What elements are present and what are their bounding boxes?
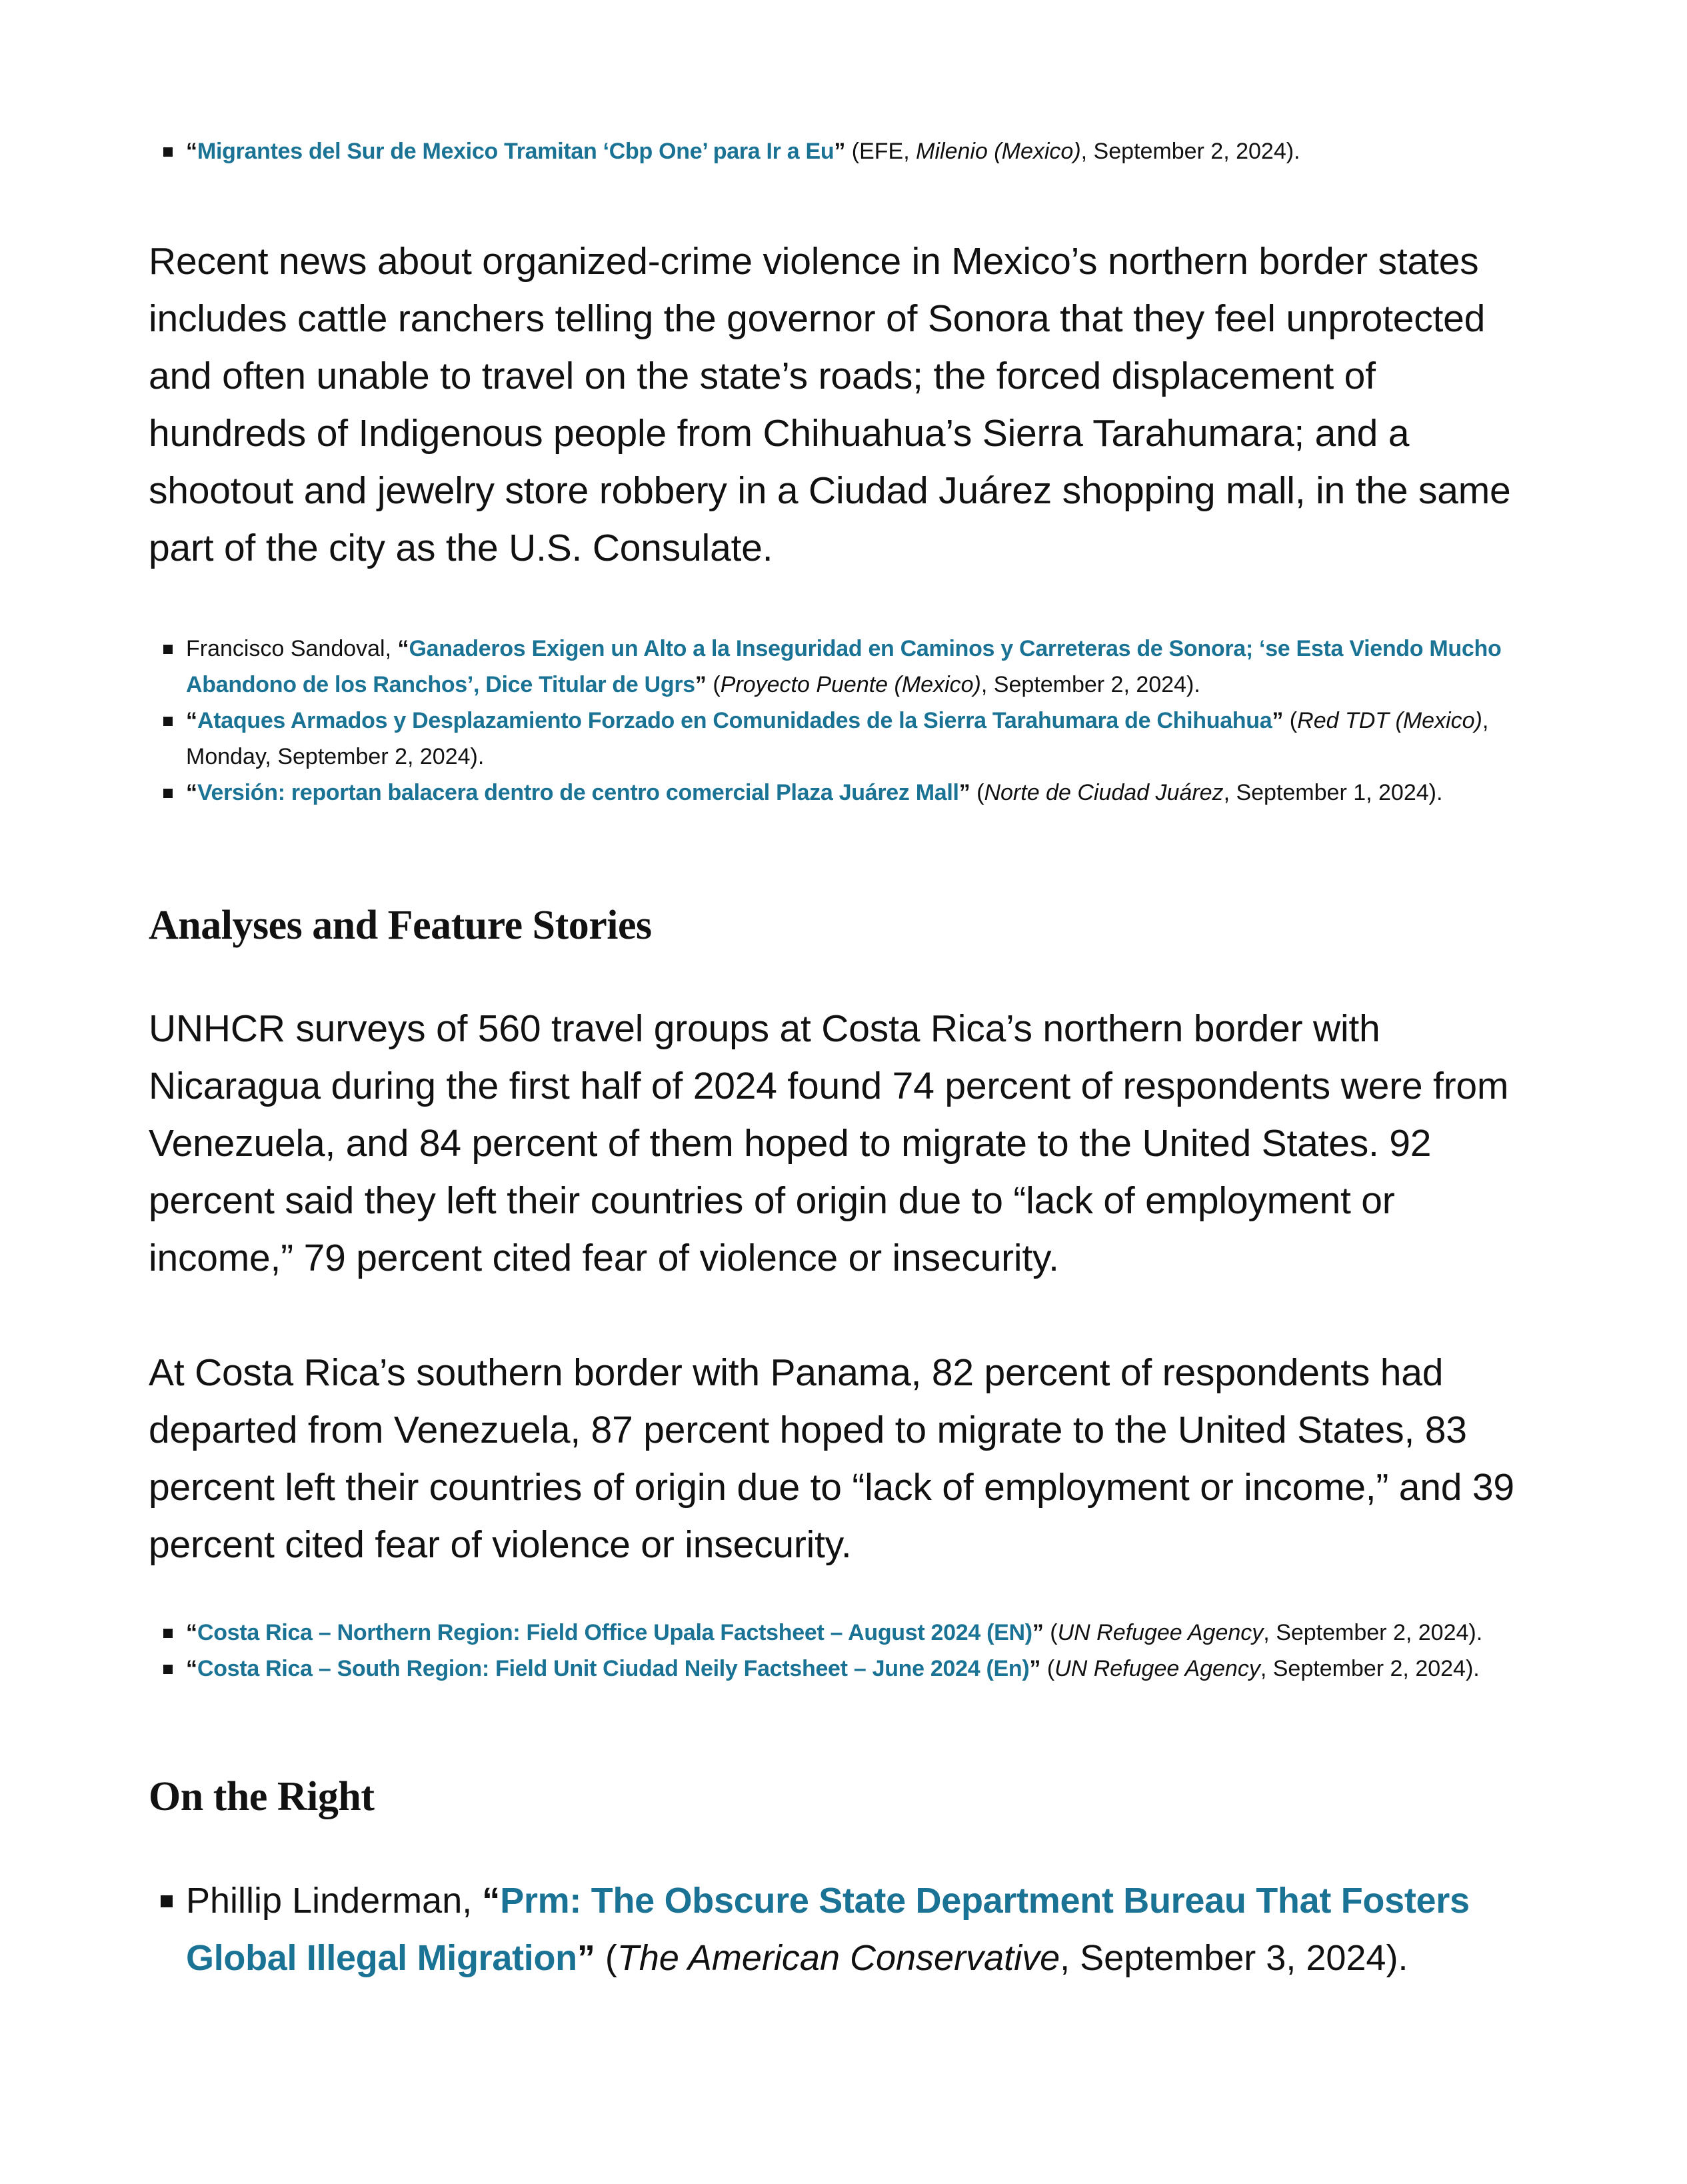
reference-list: [149, 133, 1535, 169]
reference-publication: Milenio (Mexico): [916, 139, 1081, 164]
reference-author: Phillip Linderman,: [186, 1881, 483, 1921]
reference-publication: UN Refugee Agency: [1054, 1656, 1260, 1681]
paragraph-unhcr-north: [149, 1000, 1535, 1287]
paragraph-organized-crime: [149, 233, 1535, 577]
close-quote: ”: [695, 672, 707, 697]
reference-item: [149, 775, 1535, 811]
close-quote: ”: [958, 780, 970, 805]
reference-item: [149, 1651, 1535, 1687]
reference-publication: Red TDT (Mexico): [1297, 708, 1482, 733]
reference-source-open: (: [1040, 1656, 1055, 1681]
close-quote: ”: [834, 139, 846, 164]
bullet-icon: [163, 1629, 173, 1638]
reference-link[interactable]: Versión: reportan balacera dentro de centro comercial Plaza Juárez Mall: [197, 780, 959, 805]
reference-date: , September 2, 2024).: [980, 672, 1200, 697]
paragraph-unhcr-south: [149, 1344, 1535, 1573]
reference-link[interactable]: Costa Rica – Northern Region: Field Office Upala Factsheet – August 2024 (EN): [197, 1620, 1032, 1645]
close-quote: ”: [1032, 1620, 1044, 1645]
bullet-icon: [163, 1665, 173, 1674]
reference-link[interactable]: Prm: The Obscure State Department Bureau That Fosters Global Illegal Migration: [186, 1881, 1470, 1978]
section-heading: Analyses and Feature Stories: [149, 903, 652, 948]
reference-source-open: (: [970, 780, 984, 805]
reference-source-open: (: [706, 672, 721, 697]
reference-publication: Proyecto Puente (Mexico): [720, 672, 981, 697]
close-quote: ”: [1272, 708, 1284, 733]
reference-date: , September 1, 2024).: [1223, 780, 1443, 805]
open-quote: “: [186, 1620, 197, 1645]
reference-date: , September 2, 2024).: [1260, 1656, 1480, 1681]
reference-link[interactable]: Costa Rica – South Region: Field Unit Ciudad Neily Factsheet – June 2024 (En): [197, 1656, 1030, 1681]
section-on-the-right: [149, 1770, 1535, 1823]
reference-date: , September 2, 2024).: [1080, 139, 1300, 164]
reference-list: [149, 1872, 1535, 1987]
reference-date: , September 3, 2024).: [1060, 1938, 1408, 1978]
reference-publication: The American Conservative: [617, 1938, 1060, 1978]
reference-source-open: (: [1283, 708, 1298, 733]
open-quote: “: [482, 1881, 501, 1921]
body-paragraph: At Costa Rica’s southern border with Panama, 82 percent of respondents had departed from Venezuela, 87 percent hoped to migrate to the United States, 83 percent left their countries of origin due to “lack of employment or income,” and 39 percent cited fear of violence or insecurity.: [149, 1351, 1514, 1566]
reference-source-open: (: [1043, 1620, 1058, 1645]
reference-source-open: (: [595, 1938, 617, 1978]
reference-link[interactable]: Migrantes del Sur de Mexico Tramitan ‘Cbp One’ para Ir a Eu: [197, 139, 835, 164]
section-analyses: [149, 899, 1535, 952]
reference-item: [149, 133, 1535, 169]
reference-list: [149, 1615, 1535, 1687]
body-paragraph: Recent news about organized-crime violence in Mexico’s northern border states includes cattle ranchers telling the governor of Sonora that they feel unprotected and often unable to travel on the state’s roads; the forced displacement of hundreds of Indigenous people from Chihuahua’s Sierra Tarahumara; and a shootout and jewelry store robbery in a Ciudad Juárez shopping mall, in the same part of the city as the U.S. Consulate.: [149, 240, 1511, 569]
section-heading: On the Right: [149, 1774, 375, 1819]
body-paragraph: UNHCR surveys of 560 travel groups at Costa Rica’s northern border with Nicaragua during the first half of 2024 found 74 percent of respondents were from Venezuela, and 84 percent of them hoped to migrate to the United States. 92 percent said they left their countries of origin due to “lack of employment or income,” 79 percent cited fear of violence or insecurity.: [149, 1007, 1509, 1279]
open-quote: “: [397, 636, 409, 661]
bullet-icon: [161, 1895, 173, 1907]
bullet-icon: [163, 645, 173, 654]
reference-list-organized-crime: [149, 631, 1535, 811]
reference-link[interactable]: Ataques Armados y Desplazamiento Forzado en Comunidades de la Sierra Tarahumara de Chihuahua: [197, 708, 1272, 733]
reference-list-on-the-right: [149, 1872, 1535, 1987]
reference-list: [149, 631, 1535, 811]
close-quote: ”: [577, 1938, 595, 1978]
open-quote: “: [186, 780, 197, 805]
reference-link[interactable]: Ganaderos Exigen un Alto a la Inseguridad en Caminos y Carreteras de Sonora; ‘se Esta Viendo Mucho Abandono de los Ranchos’, Dice Titular de Ugrs: [186, 636, 1502, 697]
reference-source-open: (EFE,: [845, 139, 916, 164]
bullet-icon: [163, 717, 173, 726]
reference-item: [149, 703, 1535, 775]
open-quote: “: [186, 139, 197, 164]
bullet-icon: [163, 147, 173, 157]
reference-item: [149, 631, 1535, 703]
reference-list-top: [149, 133, 1535, 169]
reference-item: [149, 1615, 1535, 1651]
reference-date: , Monday, September 2, 2024).: [186, 708, 1489, 769]
open-quote: “: [186, 1656, 197, 1681]
reference-item: [149, 1872, 1535, 1987]
reference-author: Francisco Sandoval,: [186, 636, 398, 661]
close-quote: ”: [1029, 1656, 1041, 1681]
open-quote: “: [186, 708, 197, 733]
bullet-icon: [163, 789, 173, 798]
reference-list-unhcr: [149, 1615, 1535, 1687]
reference-date: , September 2, 2024).: [1263, 1620, 1483, 1645]
reference-publication: UN Refugee Agency: [1057, 1620, 1264, 1645]
reference-publication: Norte de Ciudad Juárez: [984, 780, 1224, 805]
